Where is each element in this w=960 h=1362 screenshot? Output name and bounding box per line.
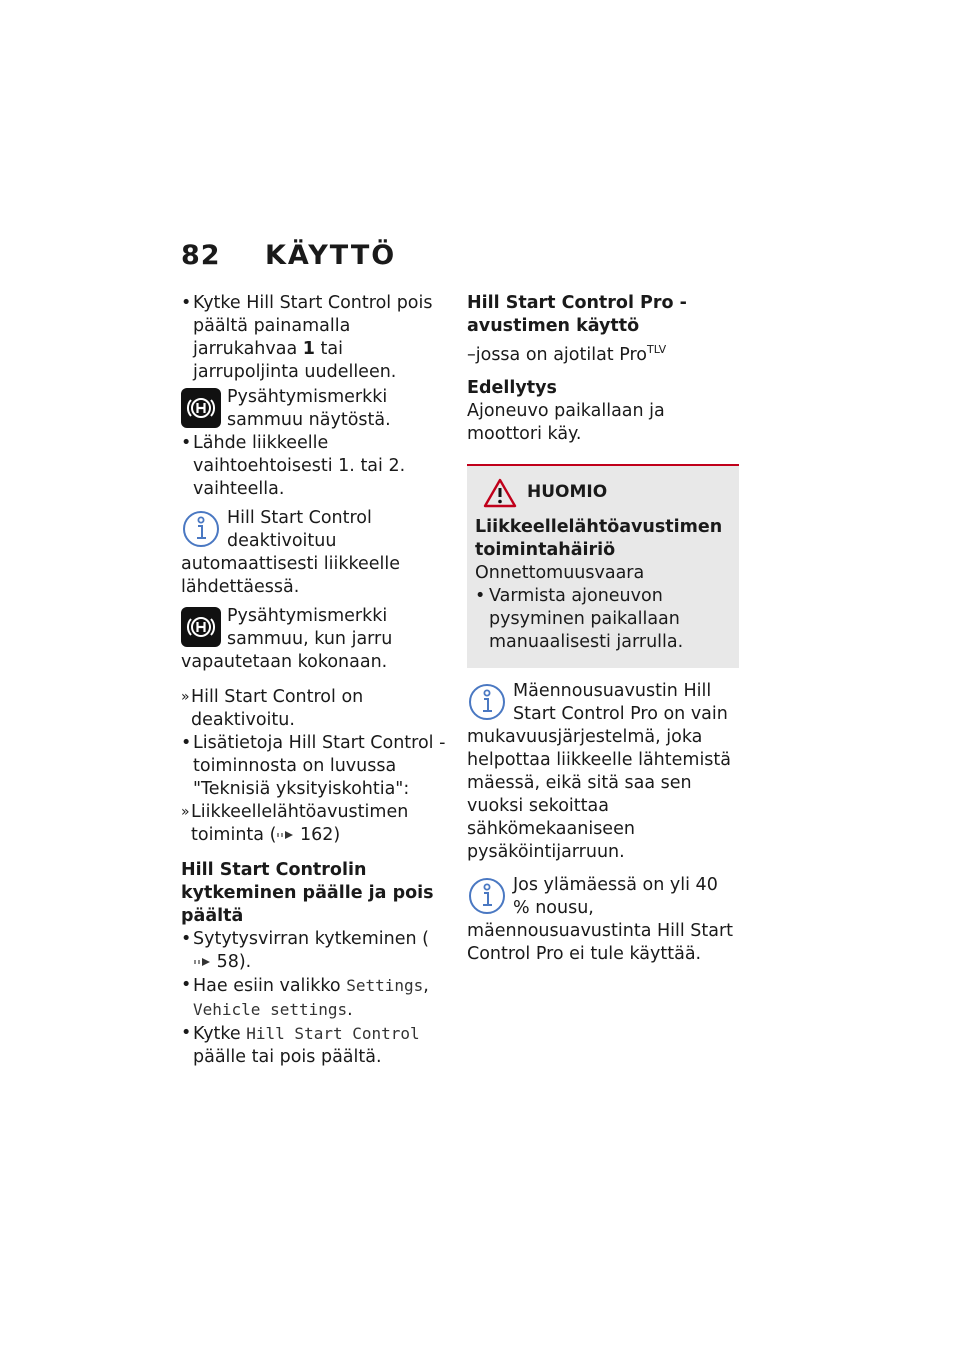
page-title: KÄYTTÖ — [265, 240, 397, 271]
list-item: • Kytke Hill Start Control päälle tai pois päältä. — [181, 1023, 420, 1067]
list-item: • Lähde liikkeelle vaihtoehtoisesti 1. tai 2. vaihteella. — [181, 433, 406, 499]
bullet-mark: • — [181, 929, 192, 949]
warning-bullet: • Varmista ajoneuvon pysyminen paikallaan manuaalisesti jarrulla. — [475, 585, 684, 652]
reference-arrow-icon[interactable] — [193, 956, 211, 968]
section-subtitle: –jossa on ajotilat Pro$^{TLV}$ — [467, 343, 667, 365]
list-item: • Hae esiin valikko Settings, Vehicle settings. — [181, 975, 429, 1020]
right-column — [467, 292, 739, 966]
info-notice: Mäennousuavustin Hill Start Control Pro on vain mukavuusjärjestelmä, joka helpottaa liikkeelle lähtemistä mäessä, eikä sitä saa sen vuoksi sekoittaa sähkömekaaniseen pysäköintijarruun. — [467, 680, 732, 862]
page-number: 82 — [181, 240, 221, 271]
warning-subtitle: Onnettomuusvaara — [475, 562, 645, 583]
info-icon — [181, 509, 221, 549]
condition-text: Ajoneuvo paikallaan ja moottori käy. — [467, 400, 665, 444]
hold-notice: Pysähtymismerkki sammuu näytöstä. — [181, 386, 446, 432]
bullet-mark: • — [181, 433, 192, 453]
condition-heading: Edellytys — [467, 377, 557, 398]
warning-label: HUOMIO — [527, 482, 608, 503]
menu-path: Settings — [346, 976, 424, 995]
warning-triangle-icon — [483, 478, 517, 508]
menu-path: Vehicle settings — [193, 1000, 348, 1019]
info-icon — [467, 682, 507, 722]
info-notice: Hill Start Control deaktivoituu automaattisesti liikkeelle lähdettäessä. — [181, 508, 401, 597]
menu-path: Hill Start Control — [246, 1024, 420, 1043]
list-item: • Lisätietoja Hill Start Control -toiminnosta on luvussa "Teknisiä yksityiskohtia": — [181, 733, 446, 799]
raquo-mark: » — [181, 689, 190, 705]
bullet-mark: • — [181, 733, 192, 753]
bullet-mark: • — [181, 1023, 192, 1043]
hold-notice: Pysähtymismerkki sammuu, kun jarru vapautetaan kokonaan. — [181, 606, 393, 672]
page-reference[interactable]: 162) — [294, 825, 341, 845]
list-item: • Sytytysvirran kytkeminen ( 58). — [181, 929, 429, 972]
result-item: » Liikkeellelähtöavustimen toiminta ( 162) — [181, 802, 409, 845]
bullet-mark: • — [181, 293, 192, 313]
reference-arrow-icon[interactable] — [276, 829, 294, 841]
reference-number: 1 — [302, 339, 315, 359]
list-item: • Kytke Hill Start Control pois päältä painamalla jarrukahvaa 1 tai jarrupoljinta uudelleen. — [181, 293, 433, 382]
hold-h-icon — [181, 388, 221, 428]
info-notice: Jos ylämäessä on yli 40 % nousu, mäennousuavustinta Hill Start Control Pro ei tule käyttää. — [467, 874, 734, 964]
bullet-mark: • — [181, 975, 192, 995]
section-heading: Hill Start Control Pro -avustimen käyttö — [467, 293, 687, 336]
result-item: » Hill Start Control on deaktivoitu. — [181, 687, 364, 730]
raquo-mark: » — [181, 804, 190, 820]
warning-title: Liikkeellelähtöavustimen toimintahäiriö — [475, 516, 723, 560]
info-icon — [467, 876, 507, 916]
warning-box — [467, 464, 739, 668]
hold-h-icon — [181, 607, 221, 647]
page-header — [181, 240, 396, 280]
page-reference[interactable]: 58). — [211, 952, 252, 972]
section-heading: Hill Start Controlin kytkeminen päälle ja pois päältä — [181, 860, 434, 926]
left-column — [181, 292, 446, 1069]
